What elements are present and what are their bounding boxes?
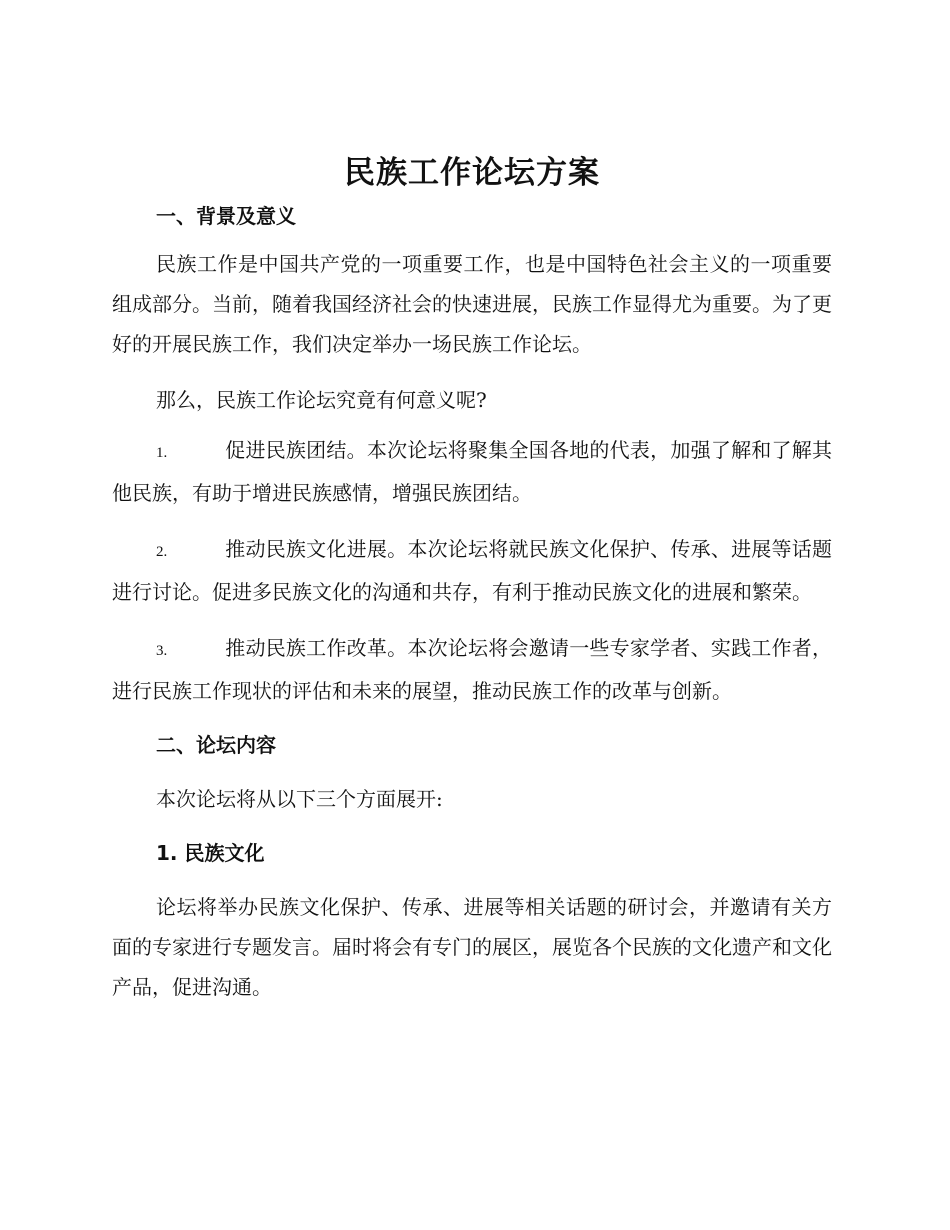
section-2-intro: 本次论坛将从以下三个方面展开: (156, 787, 443, 811)
list-item (112, 529, 832, 612)
section-2-heading: 二、论坛内容 (156, 733, 276, 757)
list-item-text: 推动民族文化进展。本次论坛将就民族文化保护、传承、进展等话题进行讨论。促进多民族文化的沟通和共存，有利于推动民族文化的进展和繁荣。 (112, 537, 832, 604)
list-item-text: 推动民族工作改革。本次论坛将会邀请一些专家学者、实践工作者，进行民族工作现状的评估和未来的展望，推动民族工作的改革与创新。 (112, 636, 832, 703)
section-1-heading: 一、背景及意义 (156, 204, 296, 228)
section-1-paragraph-1: 民族工作是中国共产党的一项重要工作，也是中国特色社会主义的一项重要组成部分。当前，随着我国经济社会的快速进展，民族工作显得尤为重要。为了更好的开展民族工作，我们决定举办一场民族工作论坛。 (112, 252, 832, 356)
document-page (112, 148, 832, 1007)
list-item-number: 2. (156, 544, 168, 560)
subsection-paragraph: 论坛将举办民族文化保护、传承、进展等相关话题的研讨会，并邀请有关方面的专家进行专题发言。届时将会有专门的展区，展览各个民族的文化遗产和文化产品，促进沟通。 (112, 895, 832, 999)
list-item-number: 3. (156, 643, 168, 659)
document-title: 民族工作论坛方案 (344, 155, 600, 191)
section-1-paragraph-2: 那么，民族工作论坛究竟有何意义呢? (156, 388, 487, 412)
list-item (112, 628, 832, 711)
subsection-heading: 1. 民族文化 (156, 841, 265, 865)
list-item-number: 1. (156, 445, 168, 461)
list-item (112, 430, 832, 513)
list-item-text: 促进民族团结。本次论坛将聚集全国各地的代表，加强了解和了解其他民族，有助于增进民族感情，增强民族团结。 (112, 438, 832, 505)
